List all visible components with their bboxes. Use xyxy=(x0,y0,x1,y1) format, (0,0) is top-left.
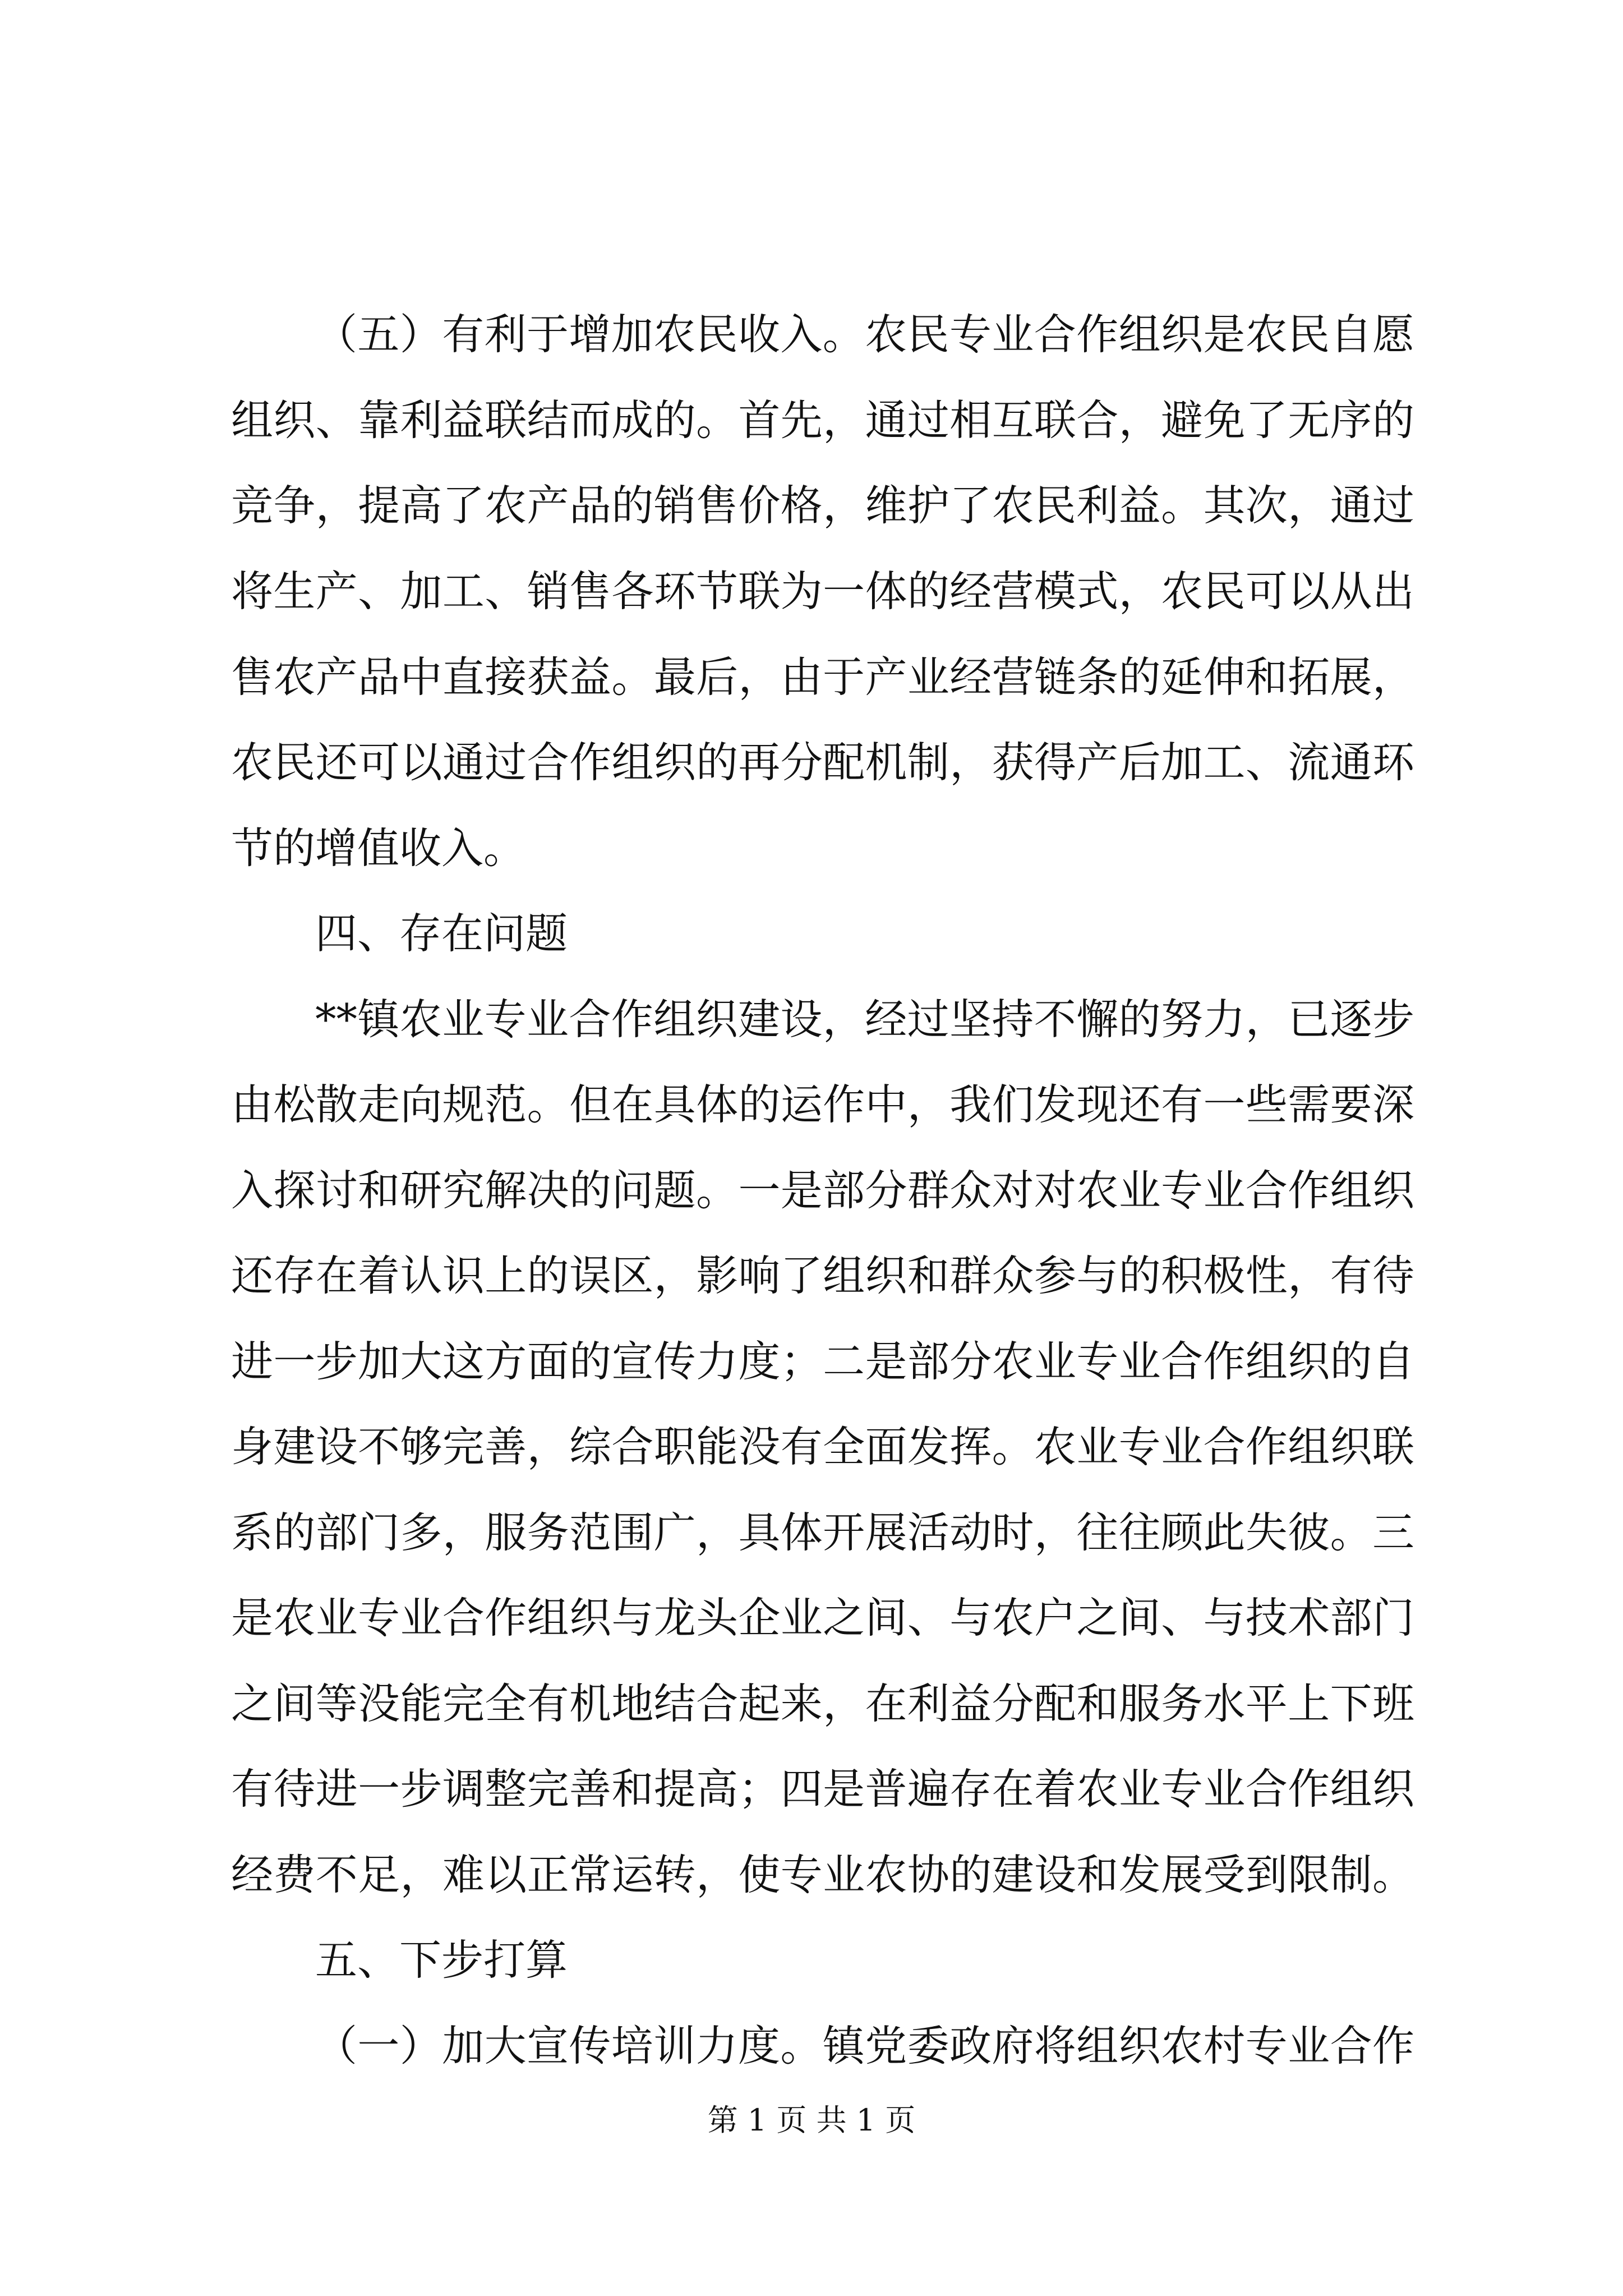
section-4-line-10: 有待进一步调整完善和提高；四是普遍存在着农业专业合作组织 xyxy=(231,1764,1414,1814)
section-4-line-6: 身建设不够完善，综合职能没有全面发挥。农业专业合作组织联 xyxy=(231,1422,1414,1471)
paragraph-5-line-3: 竞争，提高了农产品的销售价格，维护了农民利益。其次，通过 xyxy=(231,481,1414,530)
section-4-line-8: 是农业专业合作组织与龙头企业之间、与农户之间、与技术部门 xyxy=(231,1593,1414,1642)
section-5-heading: 五、下步打算 xyxy=(315,1935,568,1985)
section-4-heading: 四、存在问题 xyxy=(315,909,568,958)
paragraph-5-line-2: 组织、靠利益联结而成的。首先，通过相互联合，避免了无序的 xyxy=(231,395,1414,445)
section-4-line-2: 由松散走向规范。但在具体的运作中，我们发现还有一些需要深 xyxy=(231,1080,1414,1129)
paragraph-5-line-6: 农民还可以通过合作组织的再分配机制，获得产后加工、流通环 xyxy=(231,738,1414,787)
paragraph-5-line-1: （五）有利于增加农民收入。农民专业合作组织是农民自愿 xyxy=(315,310,1414,359)
section-4-line-1: **镇农业专业合作组织建设，经过坚持不懈的努力，已逐步 xyxy=(315,995,1414,1044)
paragraph-5-line-4: 将生产、加工、销售各环节联为一体的经营模式，农民可以从出 xyxy=(231,567,1414,616)
section-5-line-1: （一）加大宣传培训力度。镇党委政府将组织农村专业合作 xyxy=(315,2021,1414,2070)
section-4-line-7: 系的部门多，服务范围广，具体开展活动时，往往顾此失彼。三 xyxy=(231,1508,1414,1557)
section-4-line-5: 进一步加大这方面的宣传力度；二是部分农业专业合作组织的自 xyxy=(231,1337,1414,1386)
section-4-line-3: 入探讨和研究解决的问题。一是部分群众对对农业专业合作组织 xyxy=(231,1166,1414,1215)
paragraph-5-line-7: 节的增值收入。 xyxy=(231,823,526,873)
section-4-line-11: 经费不足，难以正常运转，使专业农协的建设和发展受到限制。 xyxy=(231,1850,1414,1899)
section-4-line-9: 之间等没能完全有机地结合起来，在利益分配和服务水平上下班 xyxy=(231,1679,1414,1728)
page-footer: 第 1 页 共 1 页 xyxy=(707,2102,916,2138)
section-4-line-4: 还存在着认识上的误区，影响了组织和群众参与的积极性，有待 xyxy=(231,1251,1414,1300)
paragraph-5-line-5: 售农产品中直接获益。最后，由于产业经营链条的延伸和拓展， xyxy=(231,652,1414,702)
